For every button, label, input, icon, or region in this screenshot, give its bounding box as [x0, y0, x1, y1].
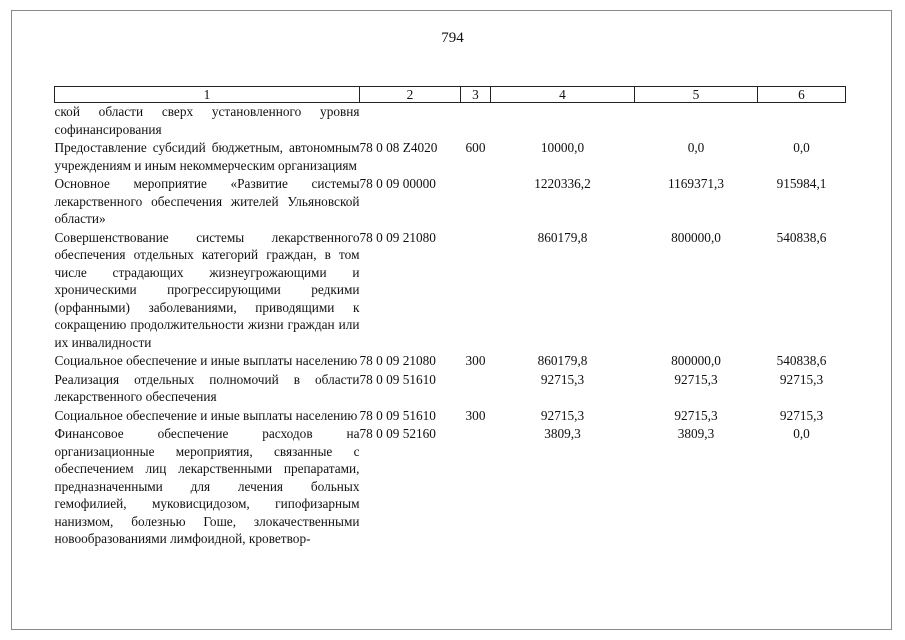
table-row — [55, 175, 846, 229]
row-name: Финансовое обеспечение расходов на организационные мероприятия, связанные с обеспечением лиц лекарственными препаратами, предназначенными для лечения больных гемофилией, муковисцидозом, гипофизарным нанизмом, болезнью Гоше, злокачественными новообразованиями лимфоидной, кроветвор- — [54, 426, 360, 546]
page-number: 794 — [441, 30, 464, 46]
row-value-1: 92715,3 — [540, 371, 585, 387]
column-header: 1 — [55, 87, 360, 103]
row-kind — [461, 175, 491, 229]
row-value-1: 860179,8 — [537, 353, 588, 368]
column-header: 3 — [461, 87, 491, 103]
row-value-2: 92715,3 — [674, 407, 718, 423]
row-kind — [461, 103, 491, 140]
row-code: 78 0 08 Z4020 — [359, 140, 438, 155]
row-value-1: 10000,0 — [540, 140, 585, 155]
row-kind — [461, 425, 491, 549]
row-value-1: 1220336,2 — [534, 176, 591, 191]
budget-table — [54, 86, 846, 549]
row-code — [360, 103, 461, 140]
table-row — [55, 407, 846, 426]
column-header-row — [55, 87, 846, 103]
row-value-3: 0,0 — [793, 426, 810, 441]
row-value-3: 92715,3 — [779, 407, 824, 423]
row-name: Основное мероприятие «Развитие системы лекарственного обеспечения жителей Ульяновской области» — [54, 176, 360, 226]
row-value-3 — [758, 103, 846, 140]
row-value-3: 540838,6 — [776, 229, 827, 245]
row-code: 78 0 09 51610 — [359, 407, 436, 423]
row-kind: 300 — [465, 353, 486, 368]
row-value-1: 3809,3 — [544, 426, 581, 441]
row-name: Социальное обеспечение и иные выплаты населению — [54, 353, 358, 368]
row-code: 78 0 09 21080 — [359, 353, 436, 368]
column-header: 6 — [758, 87, 846, 103]
row-kind: 600 — [465, 140, 486, 155]
row-value-3: 540838,6 — [776, 353, 827, 368]
row-name: Предоставление субсидий бюджетным, автономным учреждениям и иным некоммерческим организациям — [54, 140, 360, 173]
row-value-2: 0,0 — [687, 140, 705, 155]
row-value-3: 915984,1 — [776, 176, 827, 191]
row-code: 78 0 09 00000 — [359, 176, 436, 191]
row-value-3: 92715,3 — [779, 371, 824, 387]
row-value-2: 1169371,3 — [667, 176, 725, 191]
column-header: 5 — [635, 87, 758, 103]
table-row — [55, 229, 846, 353]
row-kind: 300 — [465, 407, 486, 423]
row-code: 78 0 09 52160 — [359, 426, 436, 441]
row-code: 78 0 09 51610 — [359, 371, 436, 387]
row-name: Реализация отдельных полномочий в области лекарственного обеспечения — [54, 371, 360, 404]
row-value-2: 3809,3 — [677, 426, 715, 441]
row-value-2 — [635, 103, 758, 140]
row-value-2: 800000,0 — [671, 353, 721, 368]
row-value-3: 0,0 — [793, 140, 810, 155]
row-value-1: 860179,8 — [537, 229, 588, 245]
column-header: 2 — [360, 87, 461, 103]
table-row — [55, 425, 846, 549]
column-header: 4 — [491, 87, 635, 103]
row-kind — [461, 371, 491, 407]
row-value-1: 92715,3 — [540, 407, 585, 423]
row-name: Совершенствование системы лекарственного обеспечения отдельных категорий граждан, в том числе страдающих жизнеугрожающими и хроническими прогрессирующими редкими (орфанными) заболеваниями, приводящими к сокращению продолжительности жизни граждан или их инвалидности — [54, 229, 360, 350]
row-name: Социальное обеспечение и иные выплаты населению — [54, 407, 358, 423]
row-code: 78 0 09 21080 — [359, 229, 436, 245]
row-kind — [461, 229, 491, 353]
table-row — [55, 103, 846, 140]
table-row — [55, 371, 846, 407]
row-value-1 — [491, 103, 635, 140]
row-value-2: 92715,3 — [674, 371, 718, 387]
table-row — [55, 139, 846, 175]
table-row — [55, 352, 846, 371]
row-name: ской области сверх установленного уровня софинансирования — [54, 104, 360, 137]
row-value-2: 800000,0 — [671, 229, 721, 245]
